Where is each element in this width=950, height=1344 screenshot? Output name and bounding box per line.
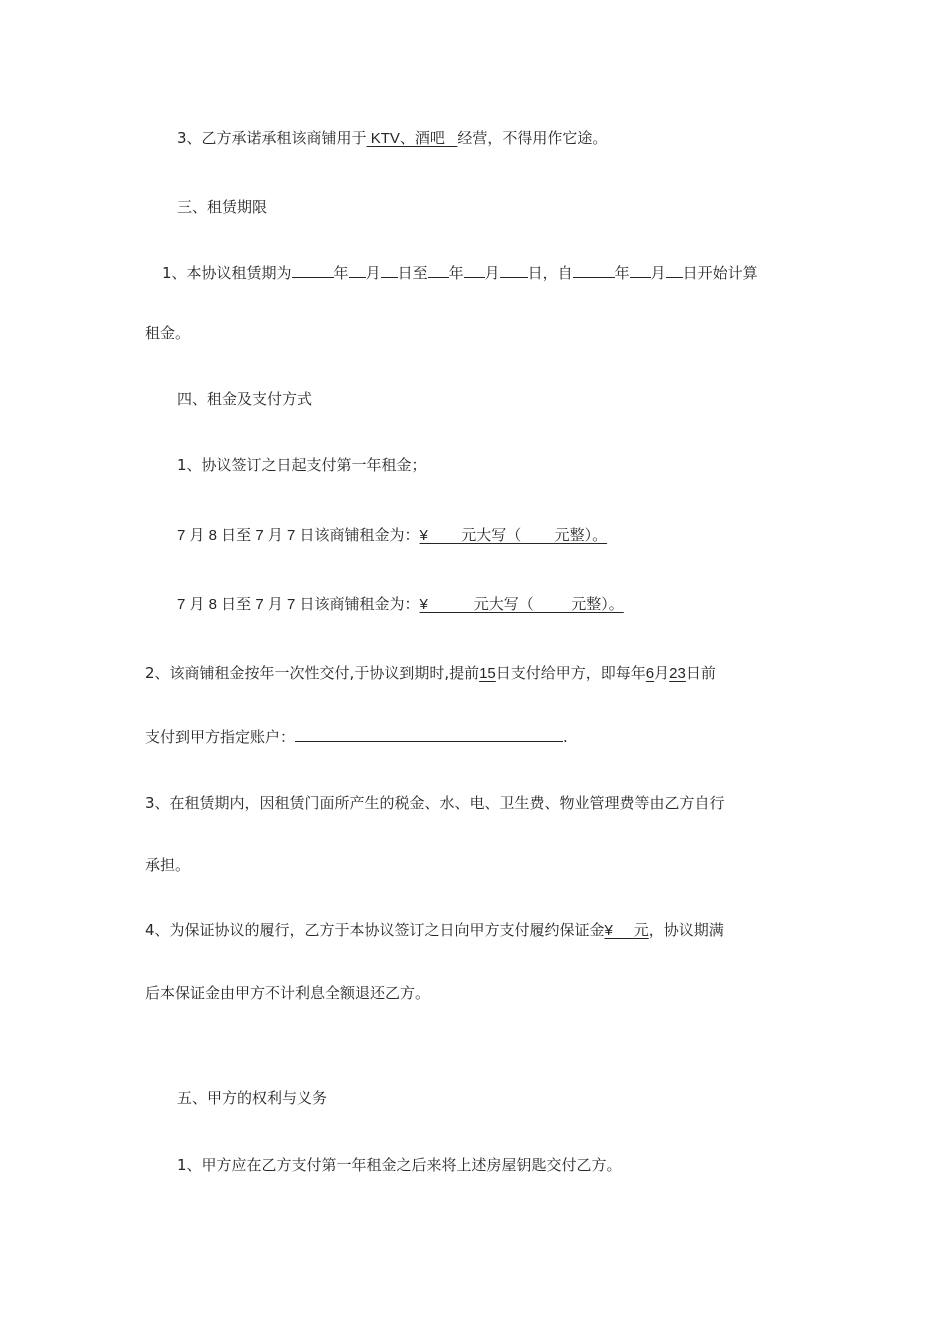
blank-year-2 xyxy=(428,263,449,278)
clause-lease-period-cont: 租金。 xyxy=(145,324,191,342)
rent-amount-field-2: ¥ 元大写（ 元整）。 xyxy=(419,596,624,613)
section-heading-rent: 四、租金及支付方式 xyxy=(177,390,313,408)
rent-amount-field-1: ¥ 元大写（ 元整）。 xyxy=(419,527,608,544)
rent-line-1: 7 月 8 日至 7 月 7 日该商铺租金为：¥ 元大写（ 元整）。 xyxy=(177,527,608,544)
payment-day-field: 23 xyxy=(669,665,686,682)
clause-payment-schedule: 2、该商铺租金按年一次性交付,于协议到期时,提前15日支付给甲方，即每年6月23日前 xyxy=(145,664,716,682)
clause-key-handover: 1、甲方应在乙方支付第一年租金之后来将上述房屋钥匙交付乙方。 xyxy=(177,1156,622,1174)
clause-usage-prefix: 3、乙方承诺承租该商铺用于 xyxy=(177,129,367,147)
account-number-blank xyxy=(295,727,563,742)
blank-year-3 xyxy=(573,263,615,278)
blank-year-1 xyxy=(292,263,334,278)
clause-deposit-cont: 后本保证金由甲方不计利息全额退还乙方。 xyxy=(145,984,431,1002)
clause-usage xyxy=(177,128,607,148)
blank-day-2 xyxy=(500,263,528,278)
clause-fees: 3、在租赁期内，因租赁门面所产生的税金、水、电、卫生费、物业管理费等由乙方自行 xyxy=(145,794,725,812)
blank-month-1 xyxy=(349,263,366,278)
clause-deposit: 4、为保证协议的履行，乙方于本协议签订之日向甲方支付履约保证金¥ 元，协议期满 xyxy=(145,921,724,939)
business-use-field: KTV、酒吧 xyxy=(370,130,445,147)
blank-month-3 xyxy=(630,263,651,278)
deposit-amount-field: ¥ 元 xyxy=(604,922,649,939)
payment-month-field: 6 xyxy=(645,665,655,682)
clause-account: 支付到甲方指定账户： . xyxy=(145,728,568,746)
section-heading-lessor-rights: 五、甲方的权利与义务 xyxy=(177,1089,328,1107)
blank-day-3 xyxy=(666,263,683,278)
clause-lease-period: 1、本协议租赁期为 年 月 日至 年 月 日，自 年 月 日开始计算 xyxy=(162,264,758,282)
rent-line-2: 7 月 8 日至 7 月 7 日该商铺租金为：¥ 元大写（ 元整）。 xyxy=(177,596,624,613)
clause-first-year-rent: 1、协议签订之日起支付第一年租金； xyxy=(177,456,427,474)
clause-usage-suffix: 经营，不得用作它途。 xyxy=(457,129,608,147)
section-heading-lease-term: 三、租赁期限 xyxy=(177,198,268,216)
blank-day-1 xyxy=(381,263,398,278)
advance-days-field: 15 xyxy=(479,665,496,682)
clause-fees-cont: 承担。 xyxy=(145,856,191,874)
blank-month-2 xyxy=(464,263,485,278)
